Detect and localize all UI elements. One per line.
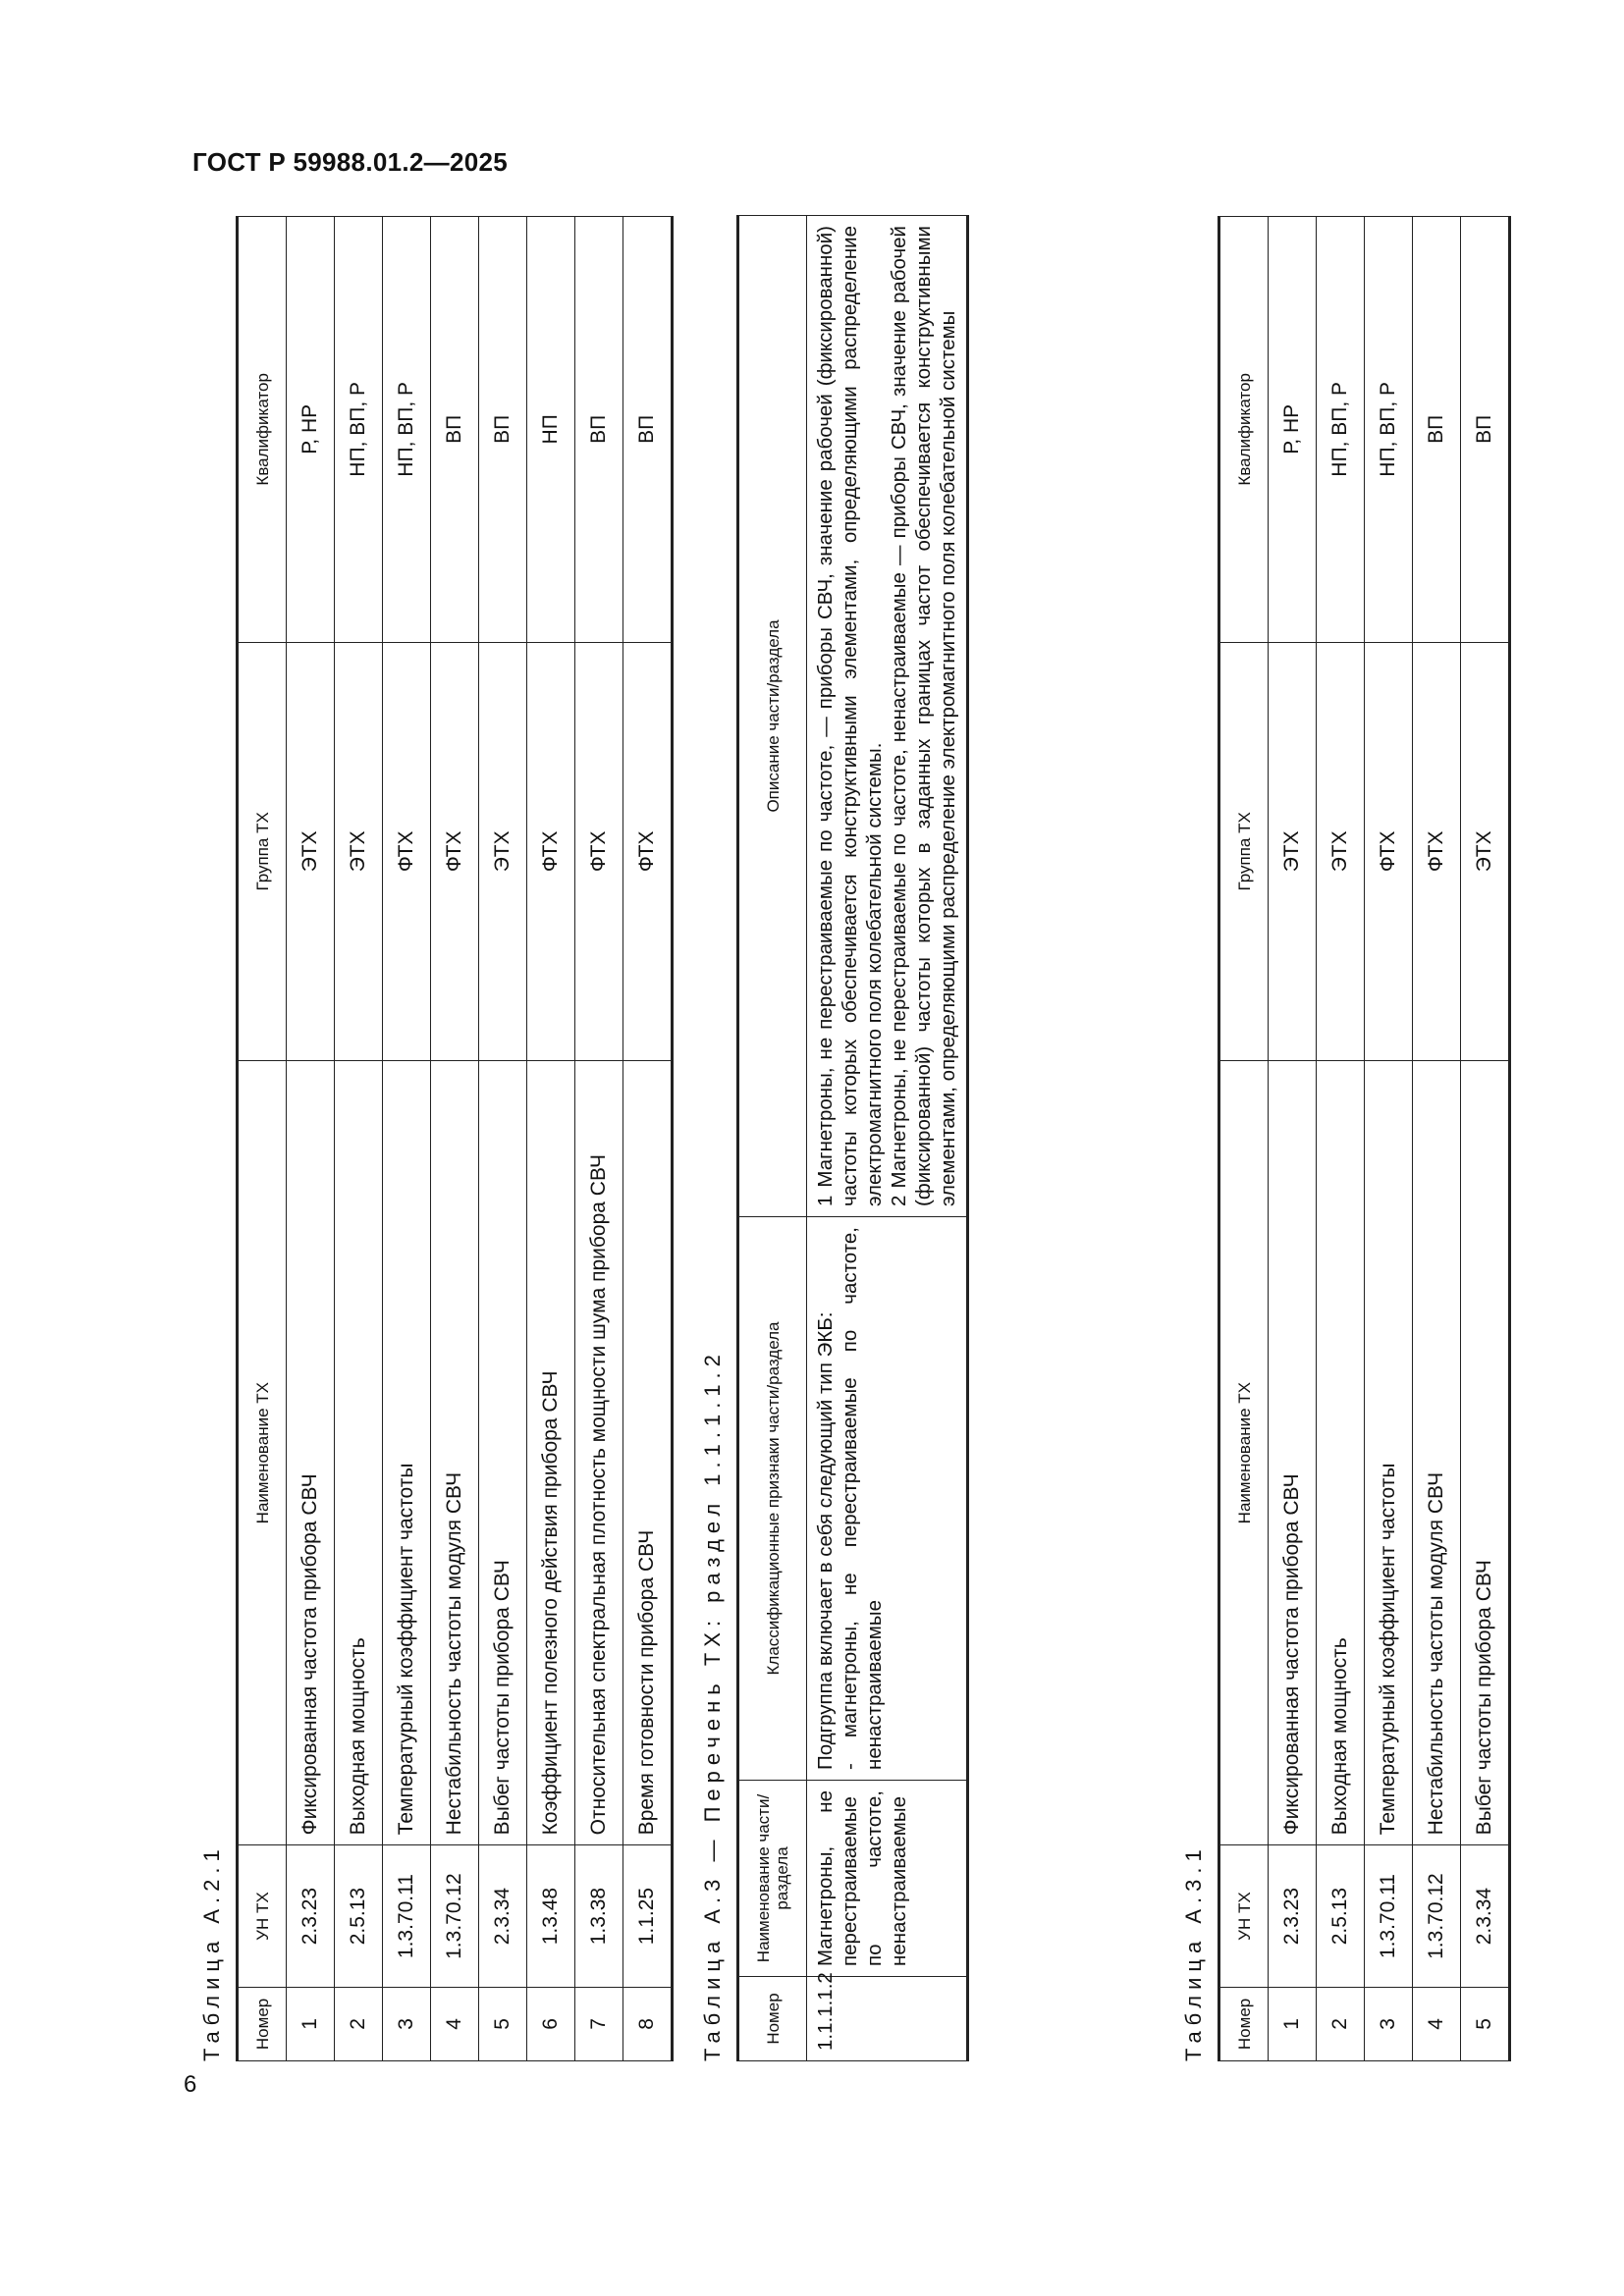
table-row	[479, 217, 527, 2061]
cell: Р, НР	[1269, 217, 1317, 643]
cell: 1	[287, 1987, 335, 2060]
cell: Р, НР	[287, 217, 335, 643]
col-header: Номер	[738, 1977, 807, 2061]
cell: ФТХ	[1365, 642, 1413, 1060]
cell: ВП	[575, 217, 623, 643]
cell: Температурный коэффициент частоты	[1365, 1061, 1413, 1845]
cell: 3	[1365, 1987, 1413, 2060]
cell: ВП	[1461, 217, 1510, 643]
table-a3	[736, 215, 969, 2061]
cell: НП, ВП, Р	[383, 217, 431, 643]
cell: Фиксированная частота прибора СВЧ	[287, 1061, 335, 1845]
cell: 4	[1413, 1987, 1461, 2060]
cell: 4	[431, 1987, 479, 2060]
cell: Температурный коэффициент частоты	[383, 1061, 431, 1845]
cell: Выходная мощность	[1317, 1061, 1365, 1845]
cell: 1	[1269, 1987, 1317, 2060]
cell: ВП	[431, 217, 479, 643]
table-a21-caption: Таблица А.2.1	[199, 1843, 224, 2061]
cell: 3	[383, 1987, 431, 2060]
table-a21	[236, 216, 674, 2061]
table-row	[527, 217, 575, 2061]
features-line-1: Подгруппа включает в себя следующий тип ЭКБ:	[814, 1311, 837, 1770]
cell: ФТХ	[623, 642, 673, 1060]
table-row	[575, 217, 623, 2061]
cell: ФТХ	[431, 642, 479, 1060]
table-row	[1269, 217, 1317, 2061]
cell: НП, ВП, Р	[1365, 217, 1413, 643]
table-row	[1461, 217, 1510, 2061]
cell-number: 1.1.1.1.2	[807, 1977, 968, 2061]
table-header-row	[238, 217, 287, 2061]
cell-description	[807, 216, 968, 1217]
cell: 5	[1461, 1987, 1510, 2060]
cell: 2	[1317, 1987, 1365, 2060]
col-header: Группа ТХ	[1219, 642, 1269, 1060]
cell: НП, ВП, Р	[1317, 217, 1365, 643]
document-header: ГОСТ Р 59988.01.2—2025	[192, 147, 508, 177]
cell: ВП	[1413, 217, 1461, 643]
cell: Нестабильность частоты модуля СВЧ	[431, 1061, 479, 1845]
table-header-row	[1219, 217, 1269, 2061]
cell: ЭТХ	[287, 642, 335, 1060]
cell: 1.3.38	[575, 1845, 623, 1988]
table-row	[431, 217, 479, 2061]
cell: 1.3.70.11	[1365, 1845, 1413, 1988]
cell: ФТХ	[575, 642, 623, 1060]
cell: 1.3.48	[527, 1845, 575, 1988]
features-line-2: - магнетроны, не перестраиваемые по частоте, ненастраиваемые	[839, 1227, 886, 1770]
cell: 2.3.34	[1461, 1845, 1510, 1988]
cell: 6	[527, 1987, 575, 2060]
description-paragraph-1: 1 Магнетроны, не перестраиваемые по частоте, — приборы СВЧ, значение рабочей (фиксированной) частоты которых обеспечивается конструктивными элементами, определяющими распределение электромагнитного поля колебательной системы.	[814, 226, 886, 1206]
col-header: Наименование части/раздела	[738, 1781, 807, 1977]
table-a31-block	[1174, 216, 1511, 2061]
cell: Фиксированная частота прибора СВЧ	[1269, 1061, 1317, 1845]
table-a31	[1218, 216, 1511, 2061]
cell: ФТХ	[527, 642, 575, 1060]
cell: 1.3.70.12	[431, 1845, 479, 1988]
cell: Коэффициент полезного действия прибора СВЧ	[527, 1061, 575, 1845]
cell: 8	[623, 1987, 673, 2060]
table-row	[807, 216, 968, 2061]
cell: ФТХ	[383, 642, 431, 1060]
table-a3-caption-text: Таблица А.3 — Перечень ТХ: раздел 1.1.1.1.2	[700, 1349, 725, 2061]
col-header: Наименование ТХ	[1219, 1061, 1269, 1845]
table-row	[335, 217, 383, 2061]
table-a21-block	[192, 216, 674, 2061]
table-row	[287, 217, 335, 2061]
cell: ЭТХ	[1317, 642, 1365, 1060]
cell: Нестабильность частоты модуля СВЧ	[1413, 1061, 1461, 1845]
cell: ЭТХ	[1269, 642, 1317, 1060]
cell: 2.3.23	[1269, 1845, 1317, 1988]
table-row	[1317, 217, 1365, 2061]
cell: Выбег частоты прибора СВЧ	[479, 1061, 527, 1845]
cell: Время готовности прибора СВЧ	[623, 1061, 673, 1845]
col-header: Квалификатор	[1219, 217, 1269, 643]
cell: Выходная мощность	[335, 1061, 383, 1845]
cell-name: Магнетроны, не перестраиваемые по частоте, ненастраиваемые	[807, 1781, 968, 1977]
cell: Выбег частоты прибора СВЧ	[1461, 1061, 1510, 1845]
cell: 5	[479, 1987, 527, 2060]
rotated-content	[192, 216, 1508, 2061]
cell: 2.5.13	[335, 1845, 383, 1988]
cell: Относительная спектральная плотность мощности шума прибора СВЧ	[575, 1061, 623, 1845]
col-header: Номер	[1219, 1987, 1269, 2060]
cell: НП, ВП, Р	[335, 217, 383, 643]
col-header: Квалификатор	[238, 217, 287, 643]
cell: 2.5.13	[1317, 1845, 1365, 1988]
description-paragraph-2: 2 Магнетроны, не перестраиваемые по частоте, ненастраиваемые — приборы СВЧ, значение рабочей (фиксированной) частоты которых в заданных границах частот обеспечивается конструктивными элементами, определяющими распределение электромагнитного поля колебательной системы	[888, 226, 959, 1206]
page-number: 6	[184, 2071, 197, 2098]
cell: ВП	[623, 217, 673, 643]
cell: 2.3.23	[287, 1845, 335, 1988]
table-row	[623, 217, 673, 2061]
cell: 1.3.70.12	[1413, 1845, 1461, 1988]
cell: 2.3.34	[479, 1845, 527, 1988]
col-header: Наименование ТХ	[238, 1061, 287, 1845]
col-header: Описание части/раздела	[738, 216, 807, 1217]
cell-features	[807, 1217, 968, 1781]
col-header: УН ТХ	[238, 1845, 287, 1988]
cell: НП	[527, 217, 575, 643]
table-header-row	[738, 216, 807, 2061]
cell: ФТХ	[1413, 642, 1461, 1060]
table-row	[1365, 217, 1413, 2061]
col-header: УН ТХ	[1219, 1845, 1269, 1988]
cell: ЭТХ	[479, 642, 527, 1060]
table-a3-block	[693, 215, 969, 2061]
cell: ЭТХ	[335, 642, 383, 1060]
cell: ВП	[479, 217, 527, 643]
table-row	[1413, 217, 1461, 2061]
table-a31-caption: Таблица А.3.1	[1181, 1843, 1206, 2061]
table-a3-caption	[693, 215, 736, 2061]
table-row	[383, 217, 431, 2061]
cell: 1.1.25	[623, 1845, 673, 1988]
cell: ЭТХ	[1461, 642, 1510, 1060]
col-header: Классификационные признаки части/раздела	[738, 1217, 807, 1781]
col-header: Группа ТХ	[238, 642, 287, 1060]
cell: 1.3.70.11	[383, 1845, 431, 1988]
cell: 2	[335, 1987, 383, 2060]
cell: 7	[575, 1987, 623, 2060]
col-header: Номер	[238, 1987, 287, 2060]
